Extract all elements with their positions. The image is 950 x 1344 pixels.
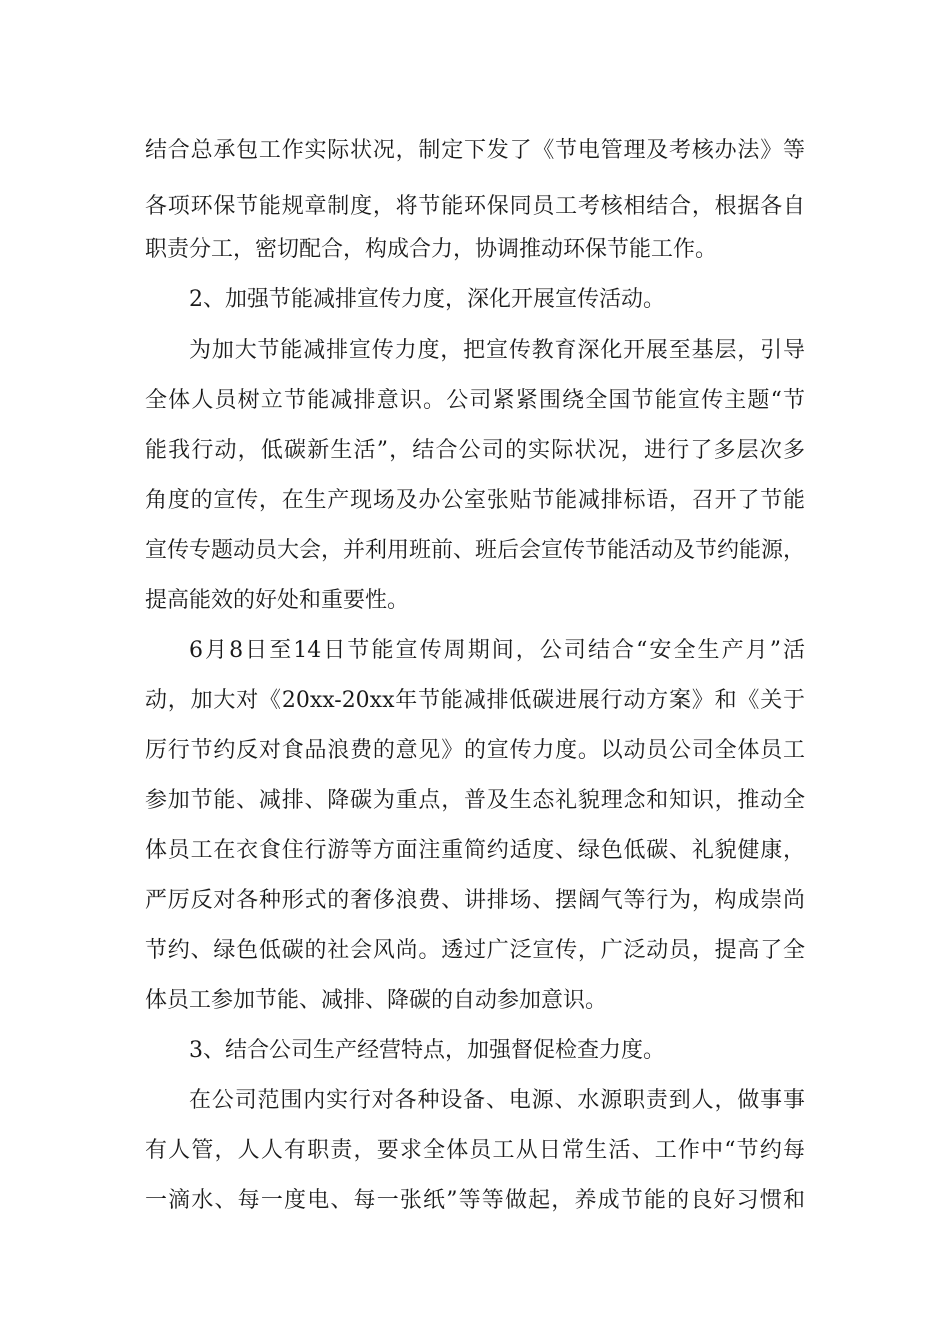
text-line: 为加大节能减排宣传力度，把宣传教育深化开展至基层，引导	[189, 338, 805, 363]
text-line: 职责分工，密切配合，构成合力，协调推动环保节能工作。	[145, 237, 718, 262]
text-line: 能我行动，低碳新生活”，结合公司的实际状况，进行了多层次多	[145, 438, 805, 463]
text-line: 厉行节约反对食品浪费的意见》的宣传力度。以动员公司全体员工	[145, 738, 805, 763]
text-line: 体员工参加节能、减排、降碳的自动参加意识。	[145, 988, 608, 1013]
text-line: 6月8日至14日节能宣传周期间，公司结合“安全生产月”活	[189, 638, 805, 663]
section-heading: 3、结合公司生产经营特点，加强督促检查力度。	[189, 1038, 665, 1063]
text-line: 体员工在衣食住行游等方面注重简约适度、绿色低碳、礼貌健康，	[145, 838, 805, 863]
text-line: 在公司范围内实行对各种设备、电源、水源职责到人，做事事	[189, 1088, 805, 1113]
text-line: 提高能效的好处和重要性。	[145, 588, 410, 613]
text-line: 各项环保节能规章制度，将节能环保同员工考核相结合，根据各自	[145, 194, 805, 219]
text-line: 结合总承包工作实际状况，制定下发了《节电管理及考核办法》等	[145, 138, 805, 163]
text-line: 角度的宣传，在生产现场及办公室张贴节能减排标语，召开了节能	[145, 488, 805, 513]
text-line: 节约、绿色低碳的社会风尚。透过广泛宣传，广泛动员，提高了全	[145, 938, 805, 963]
text-line: 有人管，人人有职责，要求全体员工从日常生活、工作中“节约每	[145, 1138, 805, 1163]
text-line: 一滴水、每一度电、每一张纸”等等做起，养成节能的良好习惯和	[145, 1188, 805, 1213]
section-heading: 2、加强节能减排宣传力度，深化开展宣传活动。	[189, 287, 665, 312]
text-line: 全体人员树立节能减排意识。公司紧紧围绕全国节能宣传主题“节	[145, 388, 805, 413]
text-line: 参加节能、减排、降碳为重点，普及生态礼貌理念和知识，推动全	[145, 788, 805, 813]
text-line: 动，加大对《20xx-20xx年节能减排低碳进展行动方案》和《关于	[145, 688, 805, 713]
text-line: 严厉反对各种形式的奢侈浪费、讲排场、摆阔气等行为，构成崇尚	[145, 888, 805, 913]
text-line: 宣传专题动员大会，并利用班前、班后会宣传节能活动及节约能源，	[145, 538, 806, 563]
